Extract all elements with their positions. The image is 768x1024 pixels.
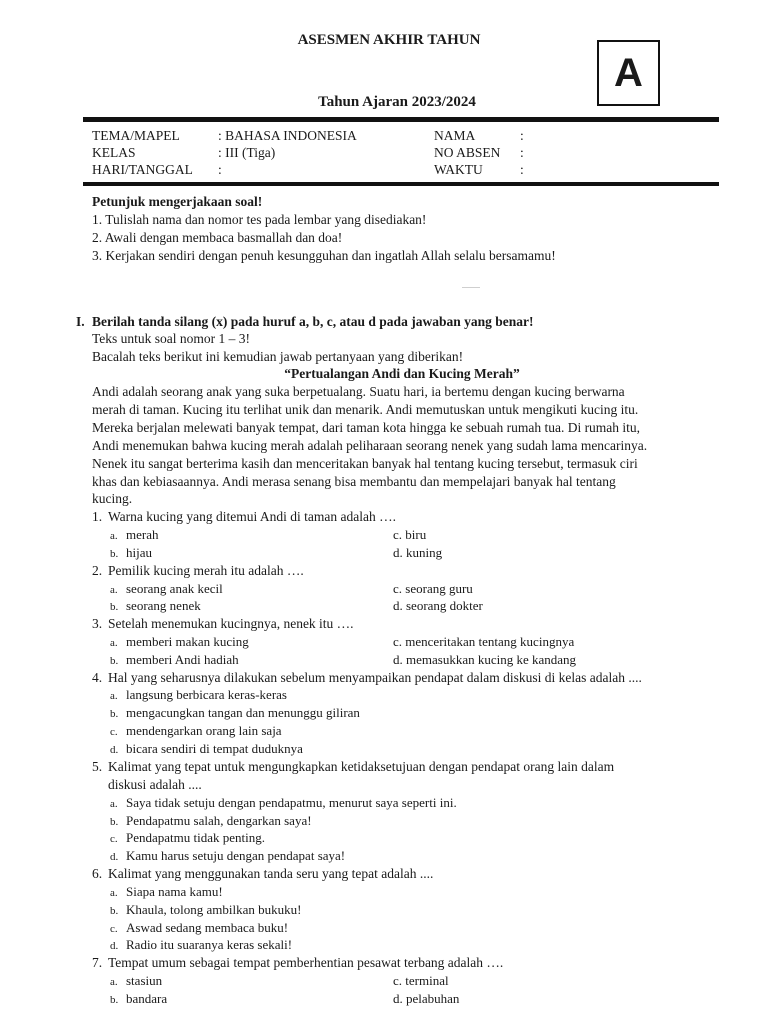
option-6c[interactable]: c. Aswad sedang membaca buku! xyxy=(110,920,289,935)
option-3a[interactable]: a. memberi makan kucing xyxy=(110,634,249,649)
option-2c[interactable]: c. seorang guru xyxy=(393,581,473,596)
info-value-subject: : BAHASA INDONESIA xyxy=(218,128,357,143)
story-line: kucing. xyxy=(92,491,133,506)
instruction-item: 3. Kerjakan sendiri dengan penuh kesungguhan dan ingatlah Allah selalu bersamamu! xyxy=(92,248,556,263)
info-colon-absent-no: : xyxy=(520,145,524,160)
question-3 xyxy=(92,616,354,632)
option-6b[interactable]: b. Khaula, tolong ambilkan bukuku! xyxy=(110,902,302,917)
option-5c[interactable]: c. Pendapatmu tidak penting. xyxy=(110,830,266,845)
story-line: Andi adalah seorang anak yang suka berpetualang. Suatu hari, ia bertemu dengan kucing berwarna xyxy=(92,384,625,399)
option-5a[interactable]: a. Saya tidak setuju dengan pendapatmu, menurut saya seperti ini. xyxy=(110,795,457,810)
question-number: 2. xyxy=(92,563,103,578)
instruction-item: 1. Tulislah nama dan nomor tes pada lembar yang disediakan! xyxy=(92,212,427,227)
question-text: Pemilik kucing merah itu adalah …. xyxy=(108,563,304,578)
info-label-absent-no: NO ABSEN xyxy=(434,145,501,160)
story-line: Mereka berjalan melewati banyak tempat, dari taman kota hingga ke sebuah rumah tua. Di rumah itu, xyxy=(92,420,641,435)
exam-code: A xyxy=(614,50,643,95)
option-4c[interactable]: c. mendengarkan orang lain saja xyxy=(110,723,282,738)
question-text: Setelah menemukan kucingnya, nenek itu …. xyxy=(108,616,354,631)
question-4 xyxy=(92,670,642,686)
school-year: Tahun Ajaran 2023/2024 xyxy=(318,94,476,110)
section-number: I. xyxy=(76,314,85,329)
option-7b[interactable]: b. bandara xyxy=(110,991,168,1006)
passage-instruction: Bacalah teks berikut ini kemudian jawab pertanyaan yang diberikan! xyxy=(92,349,464,364)
info-colon-name: : xyxy=(520,128,524,143)
divider-mark xyxy=(462,287,480,288)
question-6 xyxy=(92,866,433,882)
option-1d[interactable]: d. kuning xyxy=(393,545,443,560)
question-number: 5. xyxy=(92,759,103,774)
question-number: 3. xyxy=(92,616,103,631)
section-title: Berilah tanda silang (x) pada huruf a, b, c, atau d pada jawaban yang benar! xyxy=(92,314,534,329)
info-label-name: NAMA xyxy=(434,128,476,143)
question-text: Tempat umum sebagai tempat pemberhentian pesawat terbang adalah …. xyxy=(108,955,504,970)
instructions-title: Petunjuk mengerjakaan soal! xyxy=(92,194,263,209)
question-5-continued: diskusi adalah .... xyxy=(108,777,202,792)
option-6d[interactable]: d. Radio itu suaranya keras sekali! xyxy=(110,937,293,952)
option-2a[interactable]: a. seorang anak kecil xyxy=(110,581,223,596)
story-line: khas dan kebiasaannya. Andi merasa senang bisa membantu dan mempelajari banyak hal tentang xyxy=(92,474,616,489)
question-text: Kalimat yang tepat untuk mengungkapkan ketidaksetujuan dengan pendapat orang lain dalam xyxy=(108,759,615,774)
option-5b[interactable]: b. Pendapatmu salah, dengarkan saya! xyxy=(110,813,312,828)
option-1c[interactable]: c. biru xyxy=(393,527,427,542)
header-rule-bottom xyxy=(83,182,719,186)
option-3d[interactable]: d. memasukkan kucing ke kandang xyxy=(393,652,577,667)
exam-code-box xyxy=(597,40,660,106)
instruction-item: 2. Awali dengan membaca basmallah dan doa! xyxy=(92,230,343,245)
option-4d[interactable]: d. bicara sendiri di tempat duduknya xyxy=(110,741,303,756)
option-3b[interactable]: b. memberi Andi hadiah xyxy=(110,652,239,667)
question-1 xyxy=(92,509,396,525)
info-colon-time: : xyxy=(520,162,524,177)
option-4b[interactable]: b. mengacungkan tangan dan menunggu giliran xyxy=(110,705,360,720)
option-1a[interactable]: a. merah xyxy=(110,527,159,542)
question-text: Hal yang seharusnya dilakukan sebelum menyampaikan pendapat dalam diskusi di kelas adalah .... xyxy=(108,670,642,685)
header-rule-top xyxy=(83,117,719,122)
question-7 xyxy=(92,955,503,971)
question-2 xyxy=(92,563,304,579)
question-number: 7. xyxy=(92,955,103,970)
exam-title: ASESMEN AKHIR TAHUN xyxy=(297,32,481,48)
info-label-time: WAKTU xyxy=(434,162,483,177)
question-5 xyxy=(92,759,614,775)
option-4a[interactable]: a. langsung berbicara keras-keras xyxy=(110,687,287,702)
info-value-class: : III (Tiga) xyxy=(218,145,276,160)
story-title: “Pertualangan Andi dan Kucing Merah” xyxy=(284,366,520,381)
question-text: Kalimat yang menggunakan tanda seru yang tepat adalah .... xyxy=(108,866,434,881)
story-line: Nenek itu sangat berterima kasih dan menceritakan banyak hal tentang kucing tersebut, termasuk ciri xyxy=(92,456,638,471)
passage-note: Teks untuk soal nomor 1 – 3! xyxy=(92,331,251,346)
option-6a[interactable]: a. Siapa nama kamu! xyxy=(110,884,223,899)
info-label-subject: TEMA/MAPEL xyxy=(92,128,180,143)
story-line: Andi menemukan bahwa kucing merah adalah peliharaan seorang nenek yang sudah lama mencarinya. xyxy=(92,438,648,453)
option-3c[interactable]: c. menceritakan tentang kucingnya xyxy=(393,634,575,649)
info-value-date: : xyxy=(218,162,222,177)
option-7d[interactable]: d. pelabuhan xyxy=(393,991,460,1006)
info-label-date: HARI/TANGGAL xyxy=(92,162,193,177)
question-number: 6. xyxy=(92,866,103,881)
info-label-class: KELAS xyxy=(92,145,136,160)
question-text: Warna kucing yang ditemui Andi di taman adalah …. xyxy=(108,509,396,524)
story-line: merah di taman. Kucing itu terlihat unik dan menarik. Andi memutuskan untuk mengikuti kucing itu. xyxy=(92,402,639,417)
option-2d[interactable]: d. seorang dokter xyxy=(393,598,483,613)
question-number: 1. xyxy=(92,509,103,524)
question-number: 4. xyxy=(92,670,103,685)
option-2b[interactable]: b. seorang nenek xyxy=(110,598,201,613)
option-5d[interactable]: d. Kamu harus setuju dengan pendapat saya! xyxy=(110,848,346,863)
option-1b[interactable]: b. hijau xyxy=(110,545,152,560)
option-7c[interactable]: c. terminal xyxy=(393,973,449,988)
option-7a[interactable]: a. stasiun xyxy=(110,973,163,988)
